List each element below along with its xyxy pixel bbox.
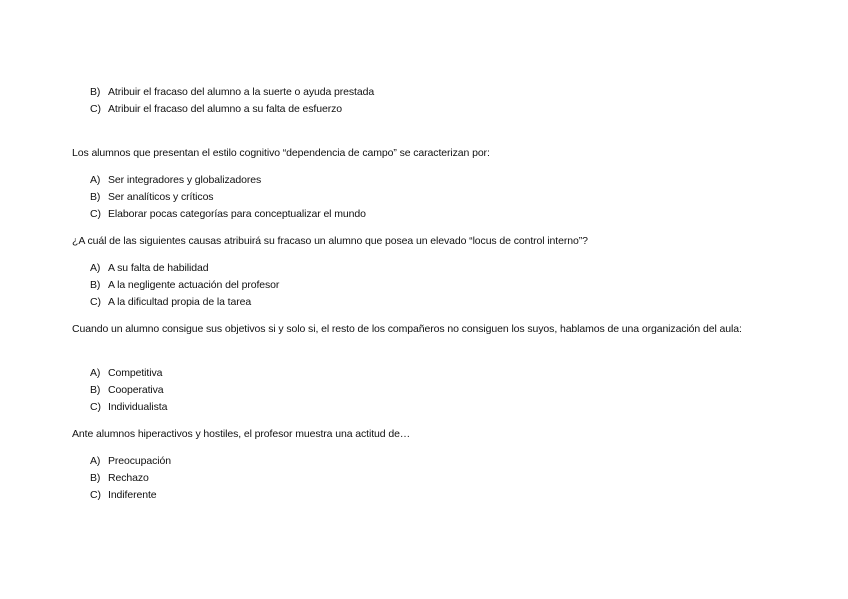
option-letter: C) — [90, 103, 101, 115]
option-letter: A) — [90, 455, 101, 467]
question-3-text: Cuando un alumno consigue sus objetivos si y solo si, el resto de los compañeros no consiguen los suyos, hablamos de una organización del aula: — [72, 323, 742, 335]
question-2-text: ¿A cuál de las siguientes causas atribuirá su fracaso un alumno que posea un elevado “locus de control interno”? — [72, 235, 588, 247]
question-3-option-b — [90, 382, 164, 399]
option-c — [90, 101, 342, 118]
option-text: A la negligente actuación del profesor — [108, 279, 280, 291]
question-1-option-b — [90, 189, 213, 206]
question-3-option-c — [90, 399, 167, 416]
option-letter: A) — [90, 367, 101, 379]
option-letter: C) — [90, 296, 101, 308]
option-text: Elaborar pocas categorías para conceptualizar el mundo — [108, 208, 366, 220]
question-1-option-a — [90, 172, 261, 189]
question-4-text: Ante alumnos hiperactivos y hostiles, el profesor muestra una actitud de… — [72, 428, 411, 440]
question-4-option-a — [90, 453, 171, 470]
option-text: Atribuir el fracaso del alumno a la suerte o ayuda prestada — [108, 86, 375, 98]
option-text: Preocupación — [108, 455, 172, 467]
option-letter: C) — [90, 401, 101, 413]
question-2-option-a — [90, 260, 208, 277]
option-text: Competitiva — [108, 367, 163, 379]
question-1-text: Los alumnos que presentan el estilo cognitivo “dependencia de campo” se caracterizan por: — [72, 147, 490, 159]
option-letter: B) — [90, 472, 101, 484]
option-letter: B) — [90, 86, 101, 98]
question-1-option-c — [90, 206, 366, 223]
question-2-option-b — [90, 277, 279, 294]
option-letter: B) — [90, 279, 101, 291]
option-text: Indiferente — [108, 489, 157, 501]
option-text: Ser integradores y globalizadores — [108, 174, 262, 186]
option-text: A la dificultad propia de la tarea — [108, 296, 252, 308]
option-text: Cooperativa — [108, 384, 164, 396]
option-text: Atribuir el fracaso del alumno a su falta de esfuerzo — [108, 103, 342, 115]
option-b — [90, 84, 374, 101]
option-text: Ser analíticos y críticos — [108, 191, 214, 203]
option-letter: C) — [90, 208, 101, 220]
question-4-option-b — [90, 470, 149, 487]
option-letter: A) — [90, 262, 101, 274]
option-text: A su falta de habilidad — [108, 262, 209, 274]
option-text: Rechazo — [108, 472, 149, 484]
option-letter: C) — [90, 489, 101, 501]
question-4-option-c — [90, 487, 157, 504]
option-text: Individualista — [108, 401, 168, 413]
option-letter: A) — [90, 174, 101, 186]
option-letter: B) — [90, 384, 101, 396]
option-letter: B) — [90, 191, 101, 203]
question-3-option-a — [90, 365, 162, 382]
question-2-option-c — [90, 294, 251, 311]
